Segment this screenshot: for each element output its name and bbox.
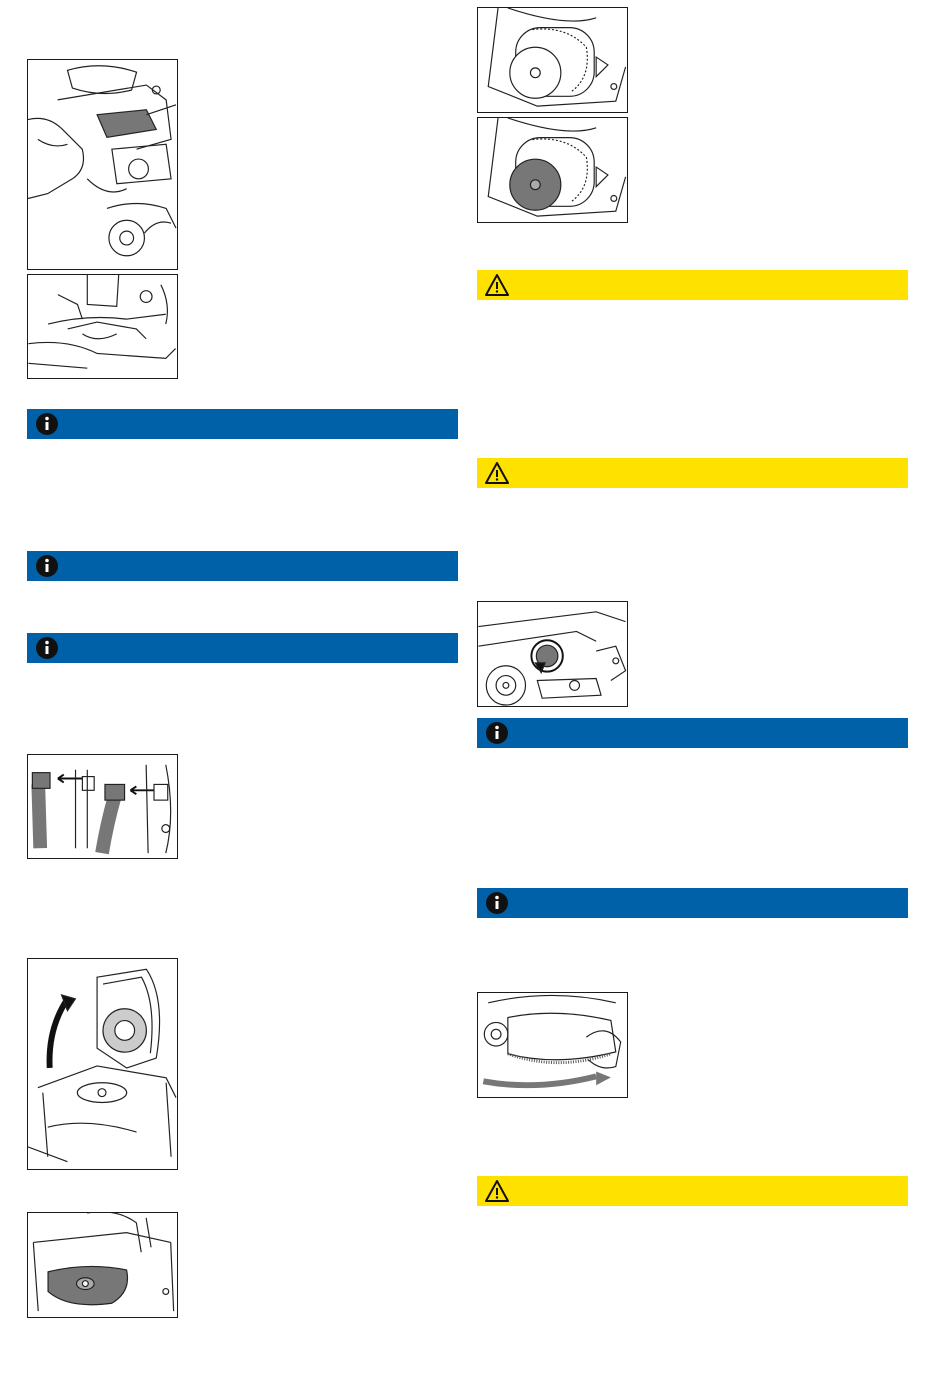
figure-tank-lid-opened [27, 958, 178, 1170]
warning-triangle-icon [485, 1179, 509, 1203]
figure-hoses-unhooked [27, 754, 178, 859]
info-notice-bar [477, 888, 908, 918]
figure-tank-interior [27, 1212, 178, 1318]
warning-notice-bar [477, 458, 908, 488]
figure-lever-lowered [27, 274, 178, 379]
info-notice-bar [27, 633, 458, 663]
info-icon [35, 554, 59, 578]
info-notice-bar [27, 551, 458, 581]
warning-notice-bar [477, 270, 908, 300]
info-icon [35, 636, 59, 660]
figure-brush-release-knob [477, 601, 628, 707]
figure-brush-removal [477, 992, 628, 1098]
figure-filter-cover [477, 117, 628, 223]
info-icon [35, 412, 59, 436]
info-icon [485, 721, 509, 745]
info-notice-bar [27, 409, 458, 439]
warning-notice-bar [477, 1176, 908, 1206]
info-icon [485, 891, 509, 915]
info-notice-bar [477, 718, 908, 748]
warning-triangle-icon [485, 461, 509, 485]
figure-filter-housing [477, 7, 628, 113]
warning-triangle-icon [485, 273, 509, 297]
figure-hand-lifting-lever [27, 59, 178, 270]
